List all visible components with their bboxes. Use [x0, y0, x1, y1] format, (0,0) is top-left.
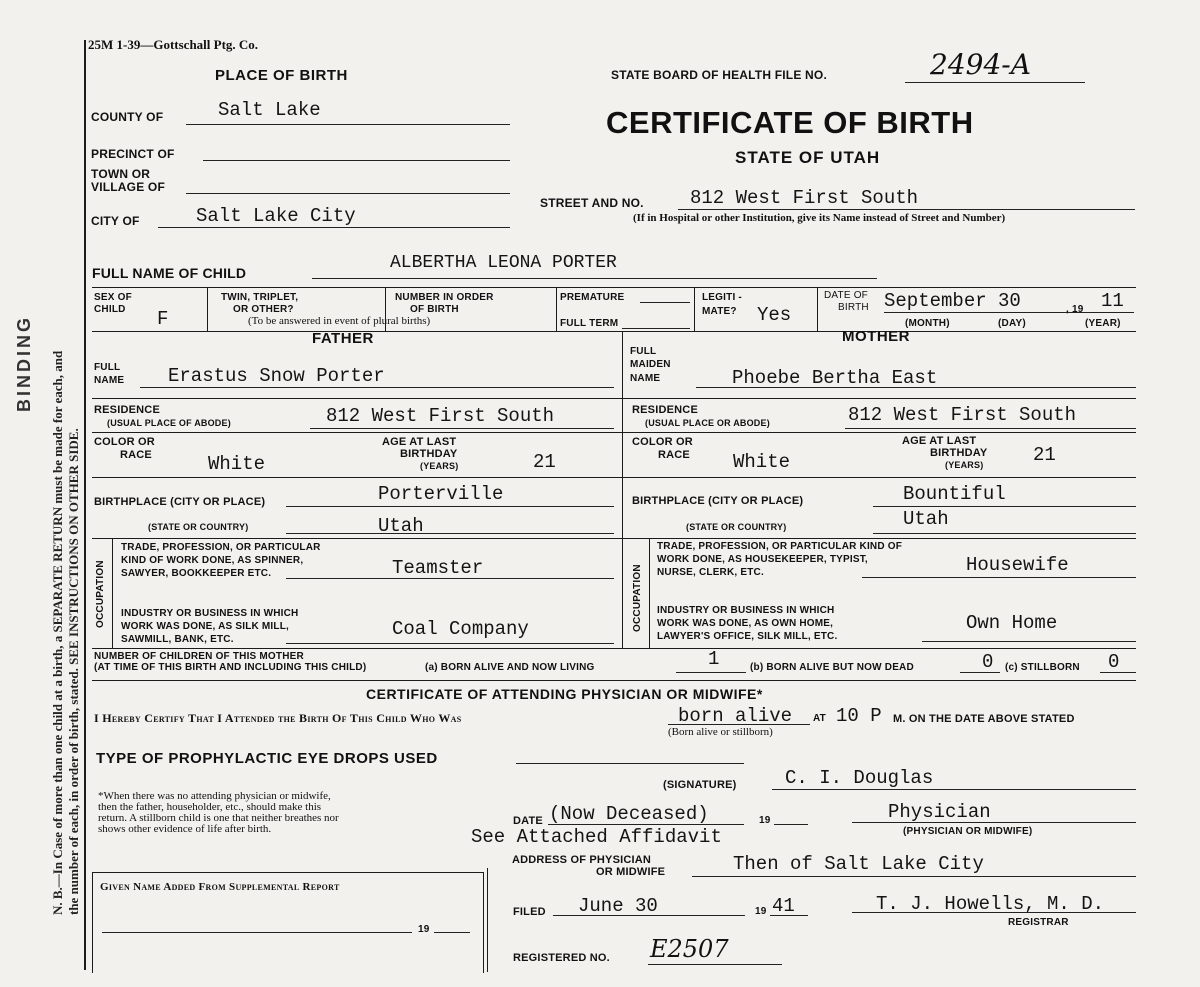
father-trade-label-3: SAWYER, BOOKKEEPER ETC.: [121, 568, 272, 579]
order-label-2: OF BIRTH: [410, 304, 459, 315]
father-trade-label-2: KIND OF WORK DONE, AS SPINNER,: [121, 555, 304, 566]
signature-value: C. I. Douglas: [785, 767, 934, 789]
mother-trade-label-2: WORK DONE, AS HOUSEKEEPER, TYPIST,: [657, 554, 868, 565]
year-prefix: , 19: [1066, 304, 1084, 315]
street-value: 812 West First South: [690, 187, 919, 209]
date-label-2: BIRTH: [838, 302, 869, 313]
father-age-label-1: AGE AT LAST: [382, 436, 457, 448]
address-value: Then of Salt Lake City: [733, 853, 984, 875]
county-label: COUNTY OF: [91, 110, 164, 124]
given-name-label: Given Name Added From Supplemental Report: [100, 881, 340, 893]
father-industry-value: Coal Company: [392, 618, 529, 640]
mother-trade-label-3: NURSE, CLERK, ETC.: [657, 567, 764, 578]
registered-number: E2507: [650, 935, 729, 963]
county-value: Salt Lake: [218, 99, 321, 121]
given-year-prefix: 19: [418, 924, 430, 935]
born-note: (Born alive or stillborn): [668, 726, 773, 738]
twin-label-2: OR OTHER?: [233, 304, 294, 315]
born-alive-value: 1: [708, 648, 720, 670]
printer-line: 25M 1-39—Gottschall Ptg. Co.: [88, 37, 259, 52]
address-label-1: ADDRESS OF PHYSICIAN: [512, 854, 652, 866]
file-label: STATE BOARD OF HEALTH FILE NO.: [611, 68, 827, 82]
mother-name-value: Phoebe Bertha East: [732, 367, 938, 389]
father-name-label: NAME: [94, 375, 125, 386]
mother-industry-label-3: LAWYER'S OFFICE, SILK MILL, ETC.: [657, 631, 838, 642]
mother-industry-value: Own Home: [966, 612, 1058, 634]
mother-color-label-1: COLOR OR: [632, 436, 693, 448]
binding-label: BINDING: [14, 315, 34, 412]
mother-name-label: NAME: [630, 373, 661, 384]
mother-color-label-2: RACE: [658, 449, 690, 461]
order-label-1: NUMBER IN ORDER: [395, 292, 494, 303]
child-name-value: ALBERTHA LEONA PORTER: [390, 253, 617, 273]
mother-maiden-label: MAIDEN: [630, 359, 671, 370]
registered-label: REGISTERED NO.: [513, 952, 610, 964]
birth-month-day: September 30: [884, 290, 1021, 312]
twin-label-1: TWIN, TRIPLET,: [221, 292, 299, 303]
date-year-prefix: 19: [759, 815, 771, 826]
stillborn-value: 0: [1108, 651, 1120, 673]
address-label-2: OR MIDWIFE: [596, 866, 666, 878]
mother-residence-value: 812 West First South: [848, 404, 1077, 426]
father-abode-label: (USUAL PLACE OF ABODE): [107, 418, 231, 428]
father-industry-label-3: SAWMILL, BANK, ETC.: [121, 634, 234, 645]
sex-label-2: CHILD: [94, 304, 126, 315]
footnote-2: then the father, householder, etc., should make this: [98, 801, 322, 813]
eye-drops-label: TYPE OF PROPHYLACTIC EYE DROPS USED: [96, 750, 438, 767]
father-color-label-2: RACE: [120, 449, 152, 461]
father-age-label-2: BIRTHDAY: [400, 448, 458, 460]
signature-label: (SIGNATURE): [663, 779, 737, 791]
physician-title: Physician: [888, 801, 991, 823]
filed-year-prefix: 19: [755, 906, 767, 917]
footnote-1: *When there was no attending physician or midwife,: [98, 790, 331, 802]
father-birthplace-value: Porterville: [378, 483, 504, 505]
street-label: STREET AND NO.: [540, 196, 644, 210]
mother-residence-label: RESIDENCE: [632, 404, 698, 416]
year-label: (YEAR): [1085, 318, 1121, 329]
mother-abode-label: (USUAL PLACE OR ABODE): [645, 418, 770, 428]
child-name-label: FULL NAME OF CHILD: [92, 265, 247, 281]
mother-trade-value: Housewife: [966, 554, 1069, 576]
registrar-name: T. J. Howells, M. D.: [876, 893, 1105, 915]
certificate-title: CERTIFICATE OF BIRTH: [606, 105, 974, 140]
mother-color-value: White: [733, 451, 791, 473]
city-value: Salt Lake City: [196, 205, 356, 227]
father-industry-label-2: WORK WAS DONE, AS SILK MILL,: [121, 621, 290, 632]
mother-full-label: FULL: [630, 346, 657, 357]
at-label: AT: [813, 713, 826, 724]
left-border: [84, 40, 86, 970]
father-trade-value: Teamster: [392, 557, 484, 579]
stillborn-label: (c) STILLBORN: [1005, 662, 1080, 673]
father-full-label: FULL: [94, 362, 121, 373]
sex-value: F: [157, 308, 169, 330]
plural-note: (To be answered in event of plural births): [248, 315, 431, 327]
father-residence-label: RESIDENCE: [94, 404, 160, 416]
children-label-1: NUMBER OF CHILDREN OF THIS MOTHER: [94, 651, 304, 662]
children-label-2: (AT TIME OF THIS BIRTH AND INCLUDING THIS CHILD): [94, 662, 367, 673]
father-name-value: Erastus Snow Porter: [168, 365, 385, 387]
city-label: CITY OF: [91, 214, 140, 228]
fullterm-label: FULL TERM: [560, 318, 619, 329]
birth-year: 11: [1101, 290, 1124, 312]
mother-industry-label-1: INDUSTRY OR BUSINESS IN WHICH: [657, 605, 835, 616]
time-value: 10 P: [836, 705, 882, 727]
sex-label-1: SEX OF: [94, 292, 132, 303]
town-label: TOWN OR: [91, 167, 151, 181]
legit-value: Yes: [757, 304, 792, 326]
born-status: born alive: [678, 705, 793, 727]
state-title: STATE OF UTAH: [735, 148, 881, 167]
physician-title-label: (PHYSICIAN OR MIDWIFE): [903, 826, 1033, 837]
father-state-label: (STATE OR COUNTRY): [148, 522, 249, 532]
registrar-label: REGISTRAR: [1008, 917, 1069, 928]
date-label-1: DATE OF: [824, 290, 868, 301]
father-color-value: White: [208, 453, 266, 475]
father-industry-label-1: INDUSTRY OR BUSINESS IN WHICH: [121, 608, 299, 619]
filed-year: 41: [772, 895, 795, 917]
mother-age-label-1: AGE AT LAST: [902, 435, 977, 447]
father-heading: FATHER: [312, 330, 374, 347]
filed-date: June 30: [578, 895, 658, 917]
place-of-birth-heading: PLACE OF BIRTH: [215, 67, 348, 84]
filed-label: FILED: [513, 906, 546, 918]
village-label: VILLAGE OF: [91, 180, 165, 194]
time-suffix: M. ON THE DATE ABOVE STATED: [893, 713, 1075, 725]
mother-heading: MOTHER: [842, 328, 910, 345]
father-color-label-1: COLOR OR: [94, 436, 155, 448]
footnote-3: return. A stillborn child is one that neither breathes nor: [98, 812, 339, 824]
precinct-label: PRECINCT OF: [91, 147, 175, 161]
center-divider: [622, 331, 623, 648]
mother-age-label-2: BIRTHDAY: [930, 447, 988, 459]
margin-note-2: the number of each, in order of birth, stated. SEE INSTRUCTIONS ON OTHER SIDE.: [66, 428, 81, 915]
date-label: DATE: [513, 815, 543, 827]
mother-birthplace-label: BIRTHPLACE (CITY OR PLACE): [632, 495, 804, 507]
father-state-value: Utah: [378, 515, 424, 537]
dead-value: 0: [982, 651, 994, 673]
mother-state-value: Utah: [903, 508, 949, 530]
certify-text: I Hereby Certify That I Attended the Birth Of This Child Who Was: [94, 711, 462, 725]
father-occupation-label: OCCUPATION: [95, 560, 106, 628]
file-number: 2494-A: [930, 48, 1031, 81]
legit-label-1: LEGITI -: [702, 292, 742, 303]
margin-note-1: N. B.—In Case of more than one child at a birth, a SEPARATE RETURN must be made for each, and: [50, 350, 65, 915]
physician-heading: CERTIFICATE OF ATTENDING PHYSICIAN OR MIDWIFE*: [366, 686, 763, 702]
mother-trade-label-1: TRADE, PROFESSION, OR PARTICULAR KIND OF: [657, 541, 903, 552]
month-label: (MONTH): [905, 318, 950, 329]
mother-age-label-3: (YEARS): [945, 460, 984, 470]
affidavit-note: See Attached Affidavit: [471, 826, 722, 848]
day-label: (DAY): [998, 318, 1026, 329]
mother-birthplace-value: Bountiful: [903, 483, 1006, 505]
mother-occupation-label: OCCUPATION: [632, 564, 643, 632]
mother-state-label: (STATE OR COUNTRY): [686, 522, 787, 532]
father-age-label-3: (YEARS): [420, 461, 459, 471]
father-birthplace-label: BIRTHPLACE (CITY OR PLACE): [94, 496, 266, 508]
footnote-4: shows other evidence of life after birth.: [98, 823, 272, 835]
legit-label-2: MATE?: [702, 306, 737, 317]
born-alive-label: (a) BORN ALIVE AND NOW LIVING: [425, 662, 595, 673]
street-note: (If in Hospital or other Institution, give its Name instead of Street and Number): [633, 212, 1006, 224]
father-trade-label-1: TRADE, PROFESSION, OR PARTICULAR: [121, 542, 321, 553]
date-value: (Now Deceased): [549, 803, 709, 825]
mother-age-value: 21: [1033, 444, 1056, 466]
father-residence-value: 812 West First South: [326, 405, 555, 427]
premature-label: PREMATURE: [560, 292, 625, 303]
father-age-value: 21: [533, 451, 556, 473]
dead-label: (b) BORN ALIVE BUT NOW DEAD: [750, 662, 914, 673]
mother-industry-label-2: WORK WAS DONE, AS OWN HOME,: [657, 618, 834, 629]
